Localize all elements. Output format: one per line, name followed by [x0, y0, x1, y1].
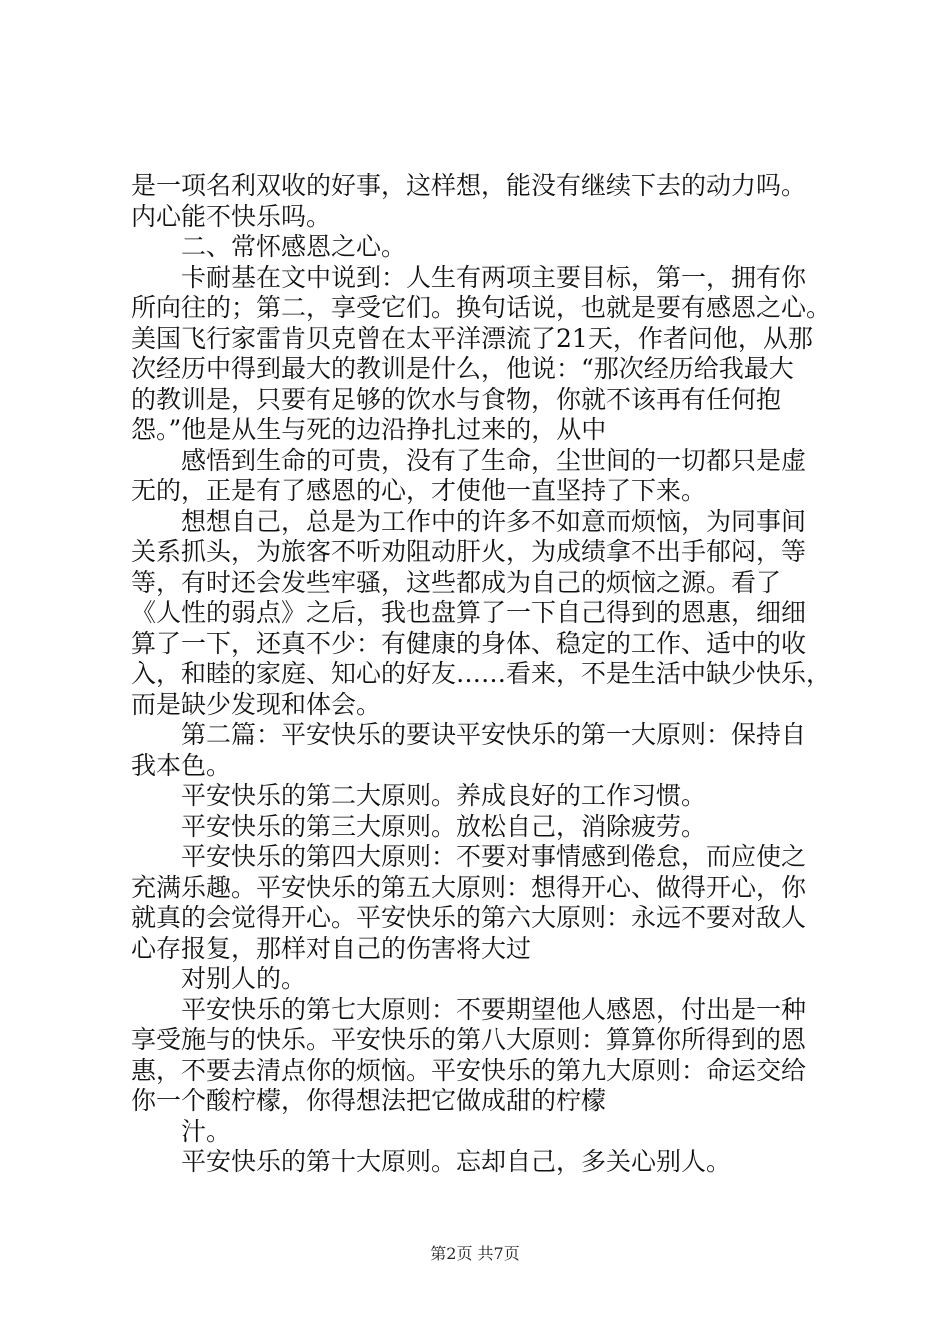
text-line: 你一个酸柠檬，你得想法把它做成甜的柠檬 — [131, 1086, 607, 1115]
text-line: 怨。”他是从生与死的边沿挣扎过来的，从中 — [131, 415, 607, 444]
text-line: 二、常怀感恩之心。 — [181, 232, 407, 261]
text-line: 平安快乐的第七大原则：不要期望他人感恩，付出是一种 — [181, 994, 807, 1024]
text-line: 充满乐趣。平安快乐的第五大原则：想得开心、做得开心，你 — [131, 872, 807, 902]
text-line: 算了一下，还真不少：有健康的身体、稳定的工作、适中的收 — [131, 628, 807, 658]
text-line: 卡耐基在文中说到：人生有两项主要目标，第一，拥有你 — [181, 262, 807, 292]
text-line: 次经历中得到最大的教训是什么，他说：“那次经历给我最大 — [131, 354, 794, 383]
text-line: 对别人的。 — [181, 964, 307, 993]
text-line: 关系抓头，为旅客不听劝阻动肝火，为成绩拿不出手郁闷，等 — [131, 537, 807, 566]
text-line: 汁。 — [181, 1116, 232, 1146]
text-line: 平安快乐的第四大原则：不要对事情感到倦怠，而应使之 — [181, 842, 807, 871]
text-line: 入，和睦的家庭、知心的好友……看来，不是生活中缺少快乐， — [131, 659, 832, 688]
text-line: 所向往的；第二，享受它们。换句话说，也就是要有感恩之心。 — [131, 293, 832, 322]
text-line: 无的，正是有了感恩的心，才使他一直坚持了下来。 — [131, 476, 707, 505]
text-line: 等，有时还会发些牢骚，这些都成为自己的烦恼之源。看了 — [131, 567, 782, 597]
text-line: 平安快乐的第二大原则。养成良好的工作习惯。 — [181, 781, 707, 810]
text-line: 平安快乐的第三大原则。放松自己，消除疲劳。 — [181, 811, 707, 841]
page-footer: 第2页 共7页 — [430, 1244, 520, 1263]
text-line: 是一项名利双收的好事，这样想，能没有继续下去的动力吗。 — [131, 171, 807, 200]
text-line: 内心能不快乐吗。 — [131, 201, 332, 231]
text-line: 《人性的弱点》之后，我也盘算了一下自己得到的恩惠，细细 — [131, 598, 807, 627]
text-line: 就真的会觉得开心。平安快乐的第六大原则：永远不要对敌人 — [131, 903, 807, 932]
text-line: 我本色。 — [131, 750, 232, 780]
text-line: 感悟到生命的可贵，没有了生命，尘世间的一切都只是虚 — [181, 445, 807, 475]
text-line: 平安快乐的第十大原则。忘却自己，多关心别人。 — [181, 1147, 732, 1176]
text-line: 第二篇：平安快乐的要诀平安快乐的第一大原则：保持自 — [181, 720, 807, 749]
text-line: 而是缺少发现和体会。 — [131, 689, 382, 719]
text-line: 享受施与的快乐。平安快乐的第八大原则：算算你所得到的恩 — [131, 1025, 807, 1054]
text-line: 惠，不要去清点你的烦恼。平安快乐的第九大原则：命运交给 — [131, 1055, 807, 1085]
text-line: 的教训是，只要有足够的饮水与食物，你就不该再有任何抱 — [131, 384, 782, 414]
document-body — [131, 171, 841, 1178]
text-line: 美国飞行家雷肯贝克曾在太平洋漂流了21天，作者问他，从那 — [131, 323, 813, 353]
text-line: 心存报复，那样对自己的伤害将大过 — [131, 933, 532, 963]
text-line: 想想自己，总是为工作中的许多不如意而烦恼，为同事间 — [181, 506, 807, 536]
